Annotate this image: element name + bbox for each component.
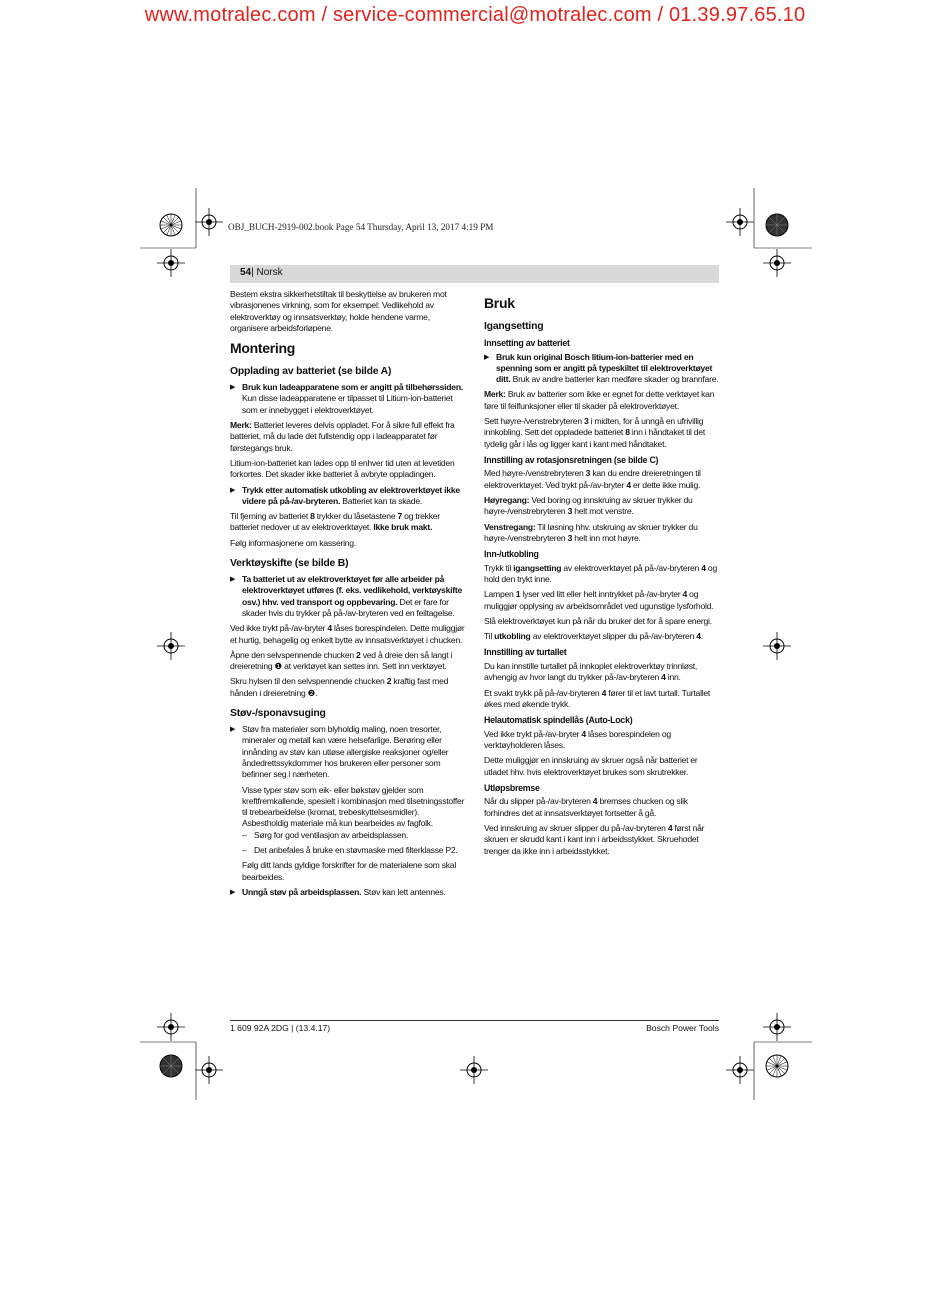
bullet-original-battery: ▶ Bruk kun original Bosch litium-ion-batterier med en spenning som er angitt på typeskiltet til elektroverktøyet ditt. Bruk av andre batterier kan medføre skader og brannfare. <box>484 351 719 385</box>
switch-off-paragraph: Til utkobling av elektroverktøyet slipper du på-/av-bryteren 4. <box>484 631 703 642</box>
lithium-paragraph: Litium-ion-batteriet kan lades opp til enhver tid uten at levetiden forkortes. Det skader ikke batteriet å avbryte oppladingen. <box>230 457 455 480</box>
skifte-heading: Verktøyskifte (se bilde B) <box>230 558 349 570</box>
direction-1-icon: ❶ <box>274 661 282 672</box>
speed-paragraph: Du kan innstille turtallet på innkoplet elektroverktøy trinnløst, avhengig av hvor langt du trykker på-/av-bryteren 4 inn. <box>484 660 698 683</box>
autolock-use-paragraph: Dette muliggjør en innskruing av skruer også når batteriet er utladet hhv. hvis elektroverktøyet brukes som skrutrekker. <box>484 755 698 777</box>
spindle-lock-paragraph: Ved ikke trykt på-/av-bryter 4 låses borespindelen. Dette muliggjør et hurtig, behagelig og enkelt bytte av innsatsverktøyet i chucken. <box>230 623 465 645</box>
lading-heading: Opplading av batteriet (se bilde A) <box>230 366 392 378</box>
stov-heading: Støv-/sponavsuging <box>230 708 326 720</box>
right-rotation-paragraph: Høyregang: Ved boring og innskruing av skruer trykker du høyre-/venstrebryteren 3 helt mot venstre. <box>484 494 693 517</box>
triangle-bullet-icon: ▶ <box>230 576 236 584</box>
section-name: | Norsk <box>251 267 283 278</box>
dash-item-mask: – Det anbefales å bruke en støvmaske med filterklasse P2. <box>242 844 458 855</box>
triangle-bullet-icon: ▶ <box>230 888 236 896</box>
bullet-avoid-dust: ▶ Unngå støv på arbeidsplassen. Støv kan lett antennes. <box>230 886 446 897</box>
autolock-paragraph: Ved ikke trykt på-/av-bryter 4 låses borespindelen og verktøyholderen låses. <box>484 728 671 750</box>
left-rotation-paragraph: Venstregang: Til løsning hhv. utskruing av skruer trykker du høyre-/venstrebryteren 3 helt inn mot høyre. <box>484 521 698 543</box>
note-battery-types: Merk: Bruk av batterier som ikke er egnet for dette verktøyet kan føre til feilfunksjoner eller til skader på elektroverktøyet. <box>484 389 715 411</box>
brake-heading: Utløpsbremse <box>484 782 540 793</box>
screwing-paragraph: Ved innskruing av skruer slipper du på-/av-bryteren 4 først når skruen er skrudd kant i kant inn i arbeidsstykket. Skruehodet trenger da ikke inn i arbeidsstykket. <box>484 822 705 856</box>
open-chuck-paragraph: Åpne den selvspennende chucken 2 ved å dreie den så langt i dreieretning ❶ at verktøyet kan settes inn. Sett inn verktøyet. <box>230 649 453 672</box>
light-press-paragraph: Et svakt trykk på på-/av-bryteren 4 fører til et lavt turtall. Turtallet økes med økende trykk. <box>484 687 711 709</box>
triangle-bullet-icon: ▶ <box>230 726 236 734</box>
page-header <box>240 267 283 278</box>
triangle-bullet-icon: ▶ <box>230 384 236 392</box>
rotation-heading: Innstilling av rotasjonsretningen (se bilde C) <box>484 454 659 465</box>
rotation-paragraph: Med høyre-/venstrebryteren 3 kan du endre dreieretningen til elektroverktøyet. Ved trykt på-/av-bryter 4 er dette ikke mulig. <box>484 468 701 490</box>
page-number: 54 <box>240 267 252 278</box>
bullet-dust: ▶ Støv fra materialer som blyholdig maling, noen tresorter, mineraler og metall kan være helsefarlige. Berøring eller innånding av støv kan utløse allergiske reaksjoner og/eller åndedrettssykdommer hos brukeren eller personer som befinner seg i nærheten. <box>230 724 449 780</box>
lamp-paragraph: Lampen 1 lyser ved litt eller helt inntrykket på-/av-bryter 4 og muliggjør opplysing av arbeidsområdet ved ugunstige lysforhold. <box>484 589 714 611</box>
autolock-heading: Helautomatisk spindellås (Auto-Lock) <box>484 715 633 726</box>
tighten-chuck-paragraph: Skru hylsen til den selvspennende chucken 2 kraftig fast med hånden i dreieretning ❷. <box>230 676 449 698</box>
intro-paragraph: Bestem ekstra sikkerhetstiltak til beskyttelse av brukeren mot vibrasjonenes virkning, som for eksempel: Vedlikehold av elektroverktøy og innsatsverktøy, holde hendene varme, organisere arbeidsforløpene. <box>230 289 447 333</box>
speed-heading: Innstilling av turtallet <box>484 647 567 658</box>
page-header-bar <box>230 265 719 283</box>
montering-heading: Montering <box>230 340 295 357</box>
insert-battery-paragraph: Sett høyre-/venstrebryteren 3 i midten, for å unngå en ufrivillig innkobling. Sett det oppladede batteriet 8 inn i håndtaket til det tydelig går i lås og ligger kant i kant med håndtaket. <box>484 415 705 449</box>
energy-paragraph: Slå elektroverktøyet kun på når du bruker det for å spare energi. <box>484 615 712 626</box>
switch-heading: Inn-/utkobling <box>484 549 539 560</box>
removal-paragraph: Til fjerning av batteriet 8 trykker du låsetastene 7 og trekker batteriet nedover ut av elektroverktøyet. Ikke bruk makt. <box>230 511 440 533</box>
footer-doc-number: 1 609 92A 2DG | (13.4.17) <box>230 1023 331 1033</box>
bruk-heading: Bruk <box>484 295 515 311</box>
dust-subparagraph: Visse typer støv som eik- eller bøkstøv gjelder som kreftfremkallende, spesielt i kombinasjon med tilsetningsstoffer til trebearbeidelse (kromat, trebeskyttelsesmidler). Asbestholdig materiale må kun bearbeides av fagfolk. <box>242 784 465 829</box>
bullet-remove-battery: ▶ Ta batteriet ut av elektroverktøyet før alle arbeider på elektroverktøyet utføres (f. eks. vedlikehold, verktøyskifte osv.) hhv. ved transport og oppbevaring. Det er fare for skader hvis du trykker på på-/av-bryteren ved en feiltagelse. <box>230 574 462 618</box>
triangle-bullet-icon: ▶ <box>484 353 490 361</box>
dash-item-ventilation: – Sørg for god ventilasjon av arbeidsplassen. <box>242 829 409 840</box>
book-info-line: OBJ_BUCH-2919-002.book Page 54 Thursday, April 13, 2017 4:19 PM <box>228 222 494 232</box>
footer-brand: Bosch Power Tools <box>646 1023 719 1033</box>
left-column <box>230 289 466 902</box>
igangsetting-heading: Igangsetting <box>484 321 544 332</box>
disposal-paragraph: Følg informasjonene om kassering. <box>230 537 356 548</box>
direction-2-icon: ❷ <box>307 687 316 698</box>
brake-paragraph: Når du slipper på-/av-bryteren 4 bremses chucken og slik forhindres det at innsatsverktøyet fortsetter å gå. <box>484 796 688 818</box>
innsetting-heading: Innsetting av batteriet <box>484 338 570 348</box>
note-battery: Merk: Batteriet leveres delvis oppladet. For å sikre full effekt fra batteriet, må du lade det fullstendig opp i ladeapparatet før førstegangs bruk. <box>230 420 455 453</box>
bullet-autoshutoff: ▶ Trykk etter automatisk utkobling av elektroverktøyet ikke videre på på-/av-bryteren. Batteriet kan ta skade. <box>230 484 460 506</box>
contact-banner: www.motralec.com / service-commercial@motralec.com / 01.39.97.65.10 <box>144 4 806 26</box>
right-column <box>484 289 720 861</box>
switch-on-paragraph: Trykk til igangsetting av elektroverktøyet på på-/av-bryteren 4 og hold den trykt inne. <box>484 562 717 584</box>
triangle-bullet-icon: ▶ <box>230 486 236 494</box>
bullet-charger: ▶ Bruk kun ladeapparatene som er angitt på tilbehørssiden. Kun disse ladeapparatene er tilpasset til Litium-ion-batteriet som er innebygget i elektroverktøyet. <box>230 382 463 415</box>
dust-regulations: Følg ditt lands gyldige forskrifter for de materialene som skal bearbeides. <box>242 860 456 882</box>
footer-rule <box>230 1020 719 1021</box>
